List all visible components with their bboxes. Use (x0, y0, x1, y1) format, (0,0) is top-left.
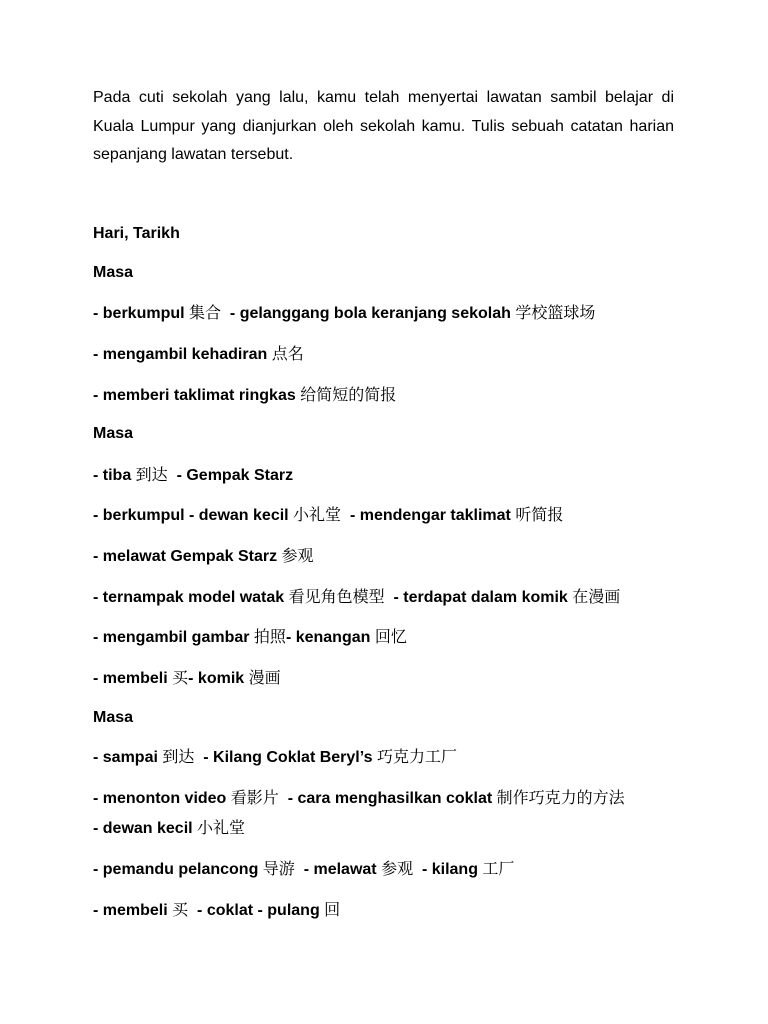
note-line (93, 899, 340, 922)
chinese-translation: 参观 (281, 546, 314, 565)
malay-phrase: - ternampak model watak (93, 589, 289, 606)
section-time-label: Masa (93, 264, 134, 281)
chinese-translation: 看见角色模型 (288, 587, 385, 606)
chinese-translation: 回忆 (374, 627, 407, 646)
chinese-translation: 看影片 (230, 788, 279, 807)
chinese-translation: 买 (172, 668, 189, 687)
malay-phrase: - gelanggang bola keranjang sekolah (221, 305, 516, 322)
malay-phrase: - berkumpul (93, 305, 190, 322)
chinese-translation: 学校篮球场 (515, 303, 596, 322)
malay-phrase: - pemandu pelancong (93, 861, 263, 878)
malay-phrase: - cara menghasilkan coklat (278, 790, 497, 807)
note-line (93, 545, 314, 568)
chinese-translation: 制作巧克力的方法 (496, 788, 625, 807)
chinese-translation: 在漫画 (572, 587, 621, 606)
chinese-translation: 导游 (262, 859, 295, 878)
chinese-translation: 到达 (162, 747, 195, 766)
note-line (93, 626, 407, 649)
chinese-translation: 买 (172, 900, 189, 919)
chinese-translation: 小礼堂 (293, 505, 342, 524)
chinese-translation: 参观 (381, 859, 414, 878)
note-line (93, 464, 293, 487)
note-line (93, 746, 457, 769)
heading-day-date: Hari, Tarikh (93, 225, 180, 242)
malay-phrase: - menonton video (93, 790, 231, 807)
malay-phrase: - membeli (93, 902, 173, 919)
chinese-translation: 回 (324, 900, 341, 919)
chinese-translation: 工厂 (482, 859, 515, 878)
malay-phrase: - berkumpul - dewan kecil (93, 507, 294, 524)
section-time-label: Masa (93, 425, 134, 442)
chinese-translation: 集合 (189, 303, 222, 322)
note-line (93, 504, 563, 527)
malay-phrase: - memberi taklimat ringkas (93, 387, 301, 404)
malay-phrase: - terdapat dalam komik (384, 589, 573, 606)
chinese-translation: 给简短的简报 (300, 385, 397, 404)
chinese-translation: 到达 (135, 465, 168, 484)
note-line (93, 817, 245, 840)
malay-phrase: - kilang (413, 861, 483, 878)
note-line (93, 586, 620, 609)
malay-phrase: - mengambil gambar (93, 629, 254, 646)
note-line (93, 858, 514, 881)
malay-phrase: - mengambil kehadiran (93, 346, 272, 363)
chinese-translation: 漫画 (248, 668, 281, 687)
malay-phrase: - sampai (93, 749, 163, 766)
malay-phrase: - melawat Gempak Starz (93, 548, 282, 565)
chinese-translation: 巧克力工厂 (376, 747, 457, 766)
malay-phrase: - coklat - pulang (188, 902, 325, 919)
chinese-translation: 点名 (271, 344, 304, 363)
intro-paragraph: Pada cuti sekolah yang lalu, kamu telah menyertai lawatan sambil belajar di Kuala Lumpur yang dianjurkan oleh sekolah kamu. Tulis sebuah catatan harian sepanjang lawatan tersebut. (93, 89, 674, 163)
note-line (93, 343, 304, 366)
note-line (93, 384, 396, 407)
chinese-translation: 拍照 (253, 627, 286, 646)
malay-phrase: - komik (188, 670, 249, 687)
malay-phrase: - kenangan (285, 629, 375, 646)
malay-phrase: - membeli (93, 670, 173, 687)
malay-phrase: - dewan kecil (93, 820, 198, 837)
note-line (93, 787, 625, 810)
chinese-translation: 小礼堂 (197, 818, 246, 837)
chinese-translation: 听简报 (515, 505, 564, 524)
malay-phrase: - Kilang Coklat Beryl’s (194, 749, 377, 766)
malay-phrase: - tiba (93, 467, 136, 484)
malay-phrase: - mendengar taklimat (341, 507, 516, 524)
note-line (93, 302, 595, 325)
malay-phrase: - Gempak Starz (167, 467, 294, 484)
malay-phrase: - melawat (294, 861, 382, 878)
section-time-label: Masa (93, 709, 134, 726)
note-line (93, 667, 281, 690)
